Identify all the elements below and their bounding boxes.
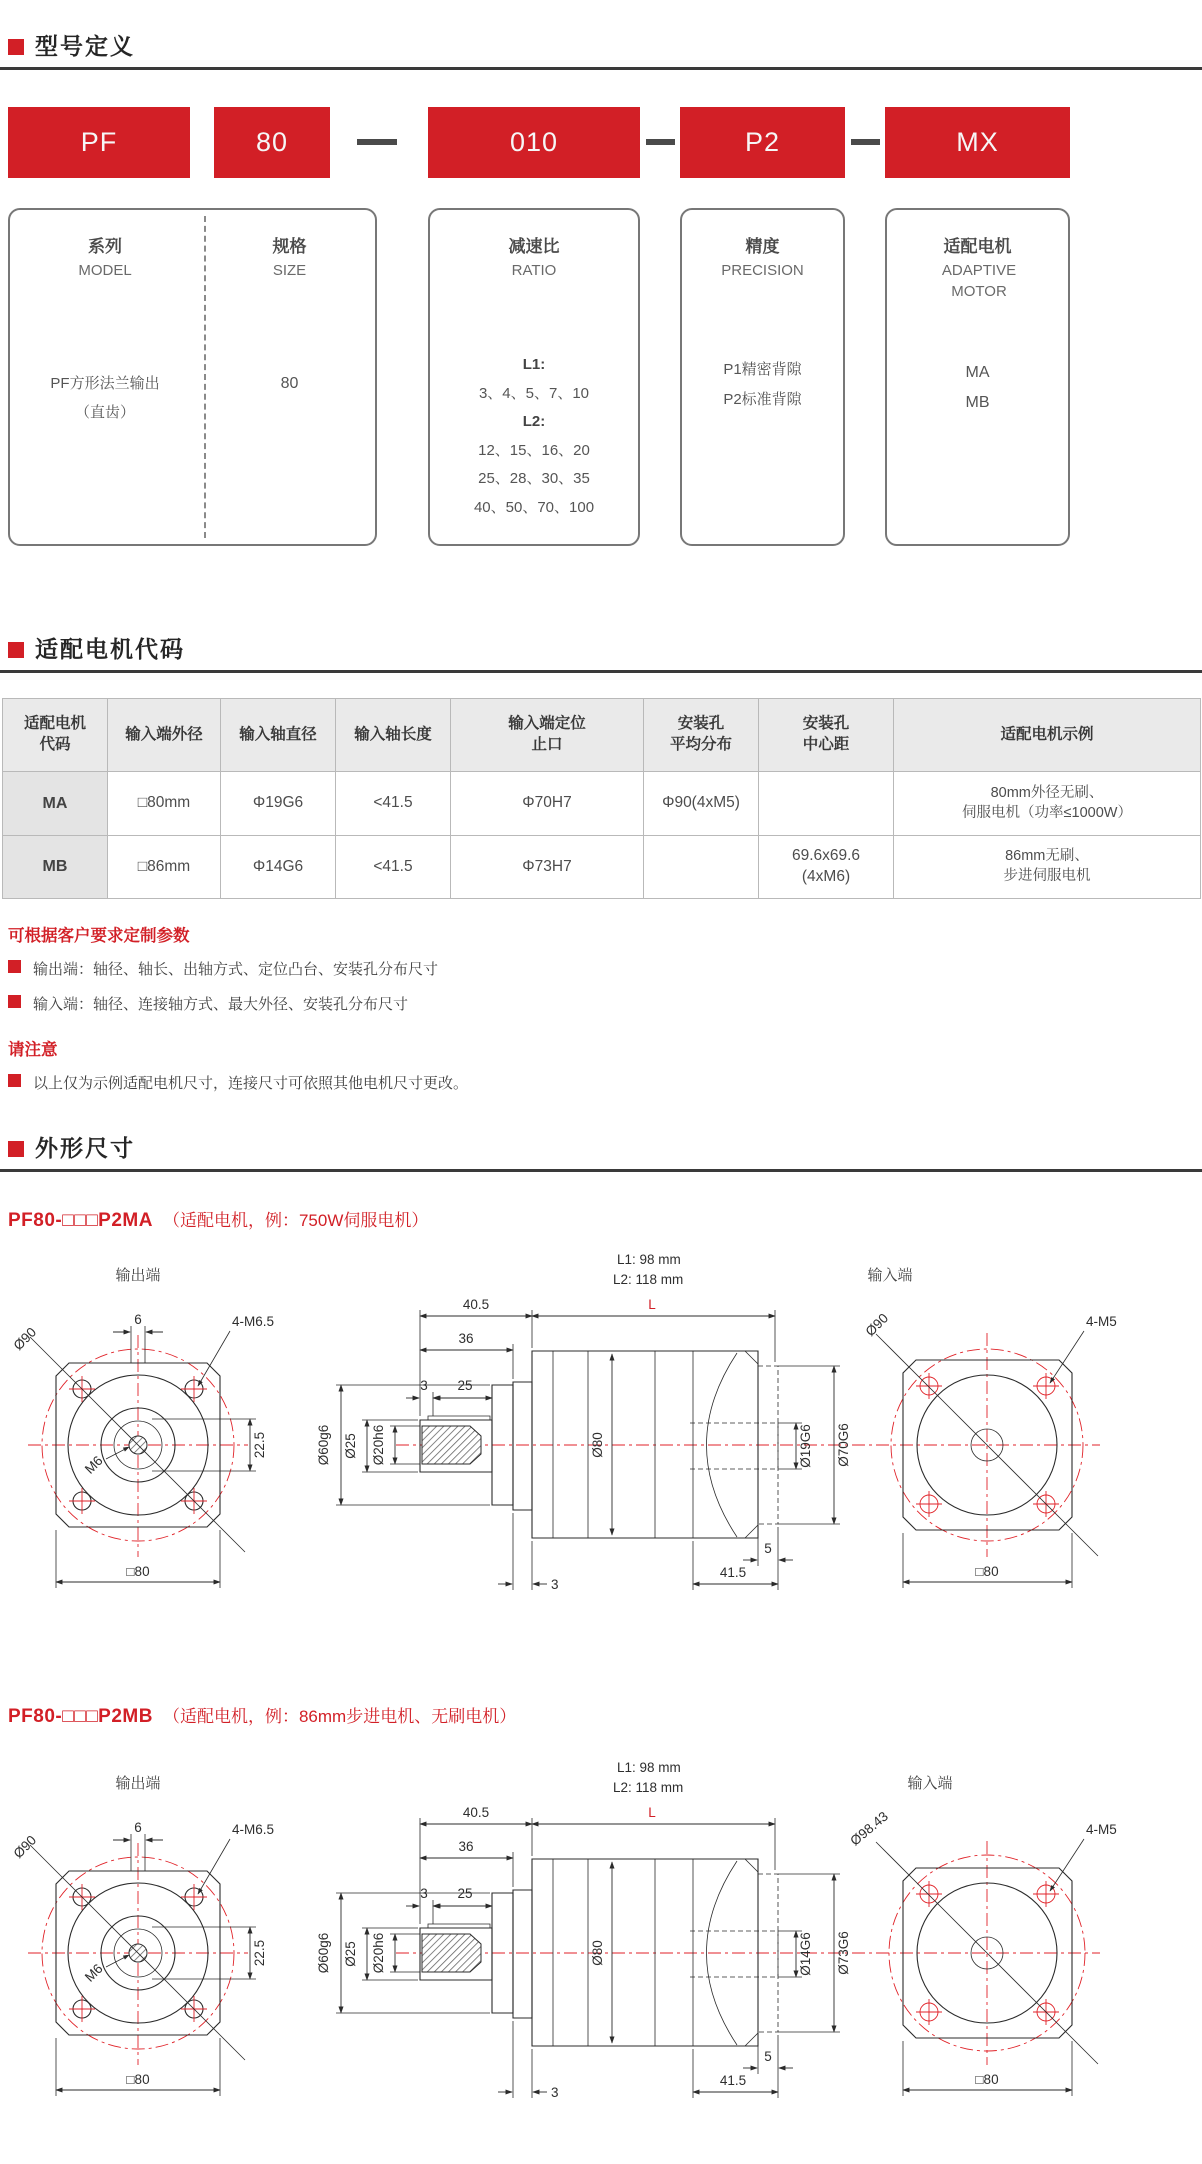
- table-header-cell: [221, 699, 336, 772]
- input-end-flange-view: [862, 1267, 1116, 1588]
- cell-line: □80mm: [137, 794, 191, 812]
- legend-title-en: RATIO: [511, 262, 557, 279]
- section-header-outline: [0, 1128, 1202, 1172]
- table-header-cell: [108, 699, 221, 772]
- table-cell: [759, 772, 894, 836]
- table-header-cell: [644, 699, 759, 772]
- dim-3-bottom: 3: [551, 1577, 559, 1592]
- table-cell-code: [3, 772, 108, 836]
- outline-drawing-ma: [0, 1240, 1202, 1652]
- cell-line: Φ19G6: [252, 794, 304, 812]
- legend-content: [682, 355, 843, 415]
- legend-content: [430, 351, 638, 522]
- cell-line: 80mm外径无刷、: [990, 784, 1104, 801]
- dim-L: L: [648, 1805, 656, 1820]
- table-header-cell: [759, 699, 894, 772]
- legend-title-en: ADAPTIVE MOTOR: [941, 262, 1017, 300]
- dim-3-step: 3: [420, 1378, 428, 1393]
- dia-25-label: Ø25: [343, 1433, 358, 1459]
- dim-25: 25: [457, 1886, 473, 1901]
- legend-title-cn: 规格: [272, 237, 307, 256]
- cell-line: MA: [42, 794, 68, 812]
- drawing-note: （适配电机，例：86mm步进电机、无刷电机）: [162, 1707, 517, 1726]
- drawing-title-ma: [8, 1206, 428, 1232]
- legend-line: 12、15、16、20: [478, 441, 590, 459]
- dia-input-shaft-label: Ø14G6: [798, 1932, 813, 1976]
- dim-3-bottom: 3: [551, 2085, 559, 2100]
- red-square-bullet-icon: [8, 642, 24, 658]
- square-80-label: □80: [975, 1564, 999, 1579]
- bullet-text: 以上仅为示例适配电机尺寸，连接尺寸可依照其他电机尺寸更改。: [33, 1075, 469, 1092]
- tap-hole-label: 4-M6.5: [232, 1822, 275, 1837]
- dim-36: 36: [458, 1331, 474, 1346]
- code-ratio: 010: [509, 127, 559, 157]
- legend-box-motor: [885, 208, 1070, 546]
- cell-line: Φ73H7: [522, 857, 572, 875]
- legend-box-ratio: [428, 208, 640, 546]
- input-end-label: 输入端: [867, 1267, 913, 1284]
- red-square-bullet-icon: [8, 960, 21, 973]
- notice-bullet: [8, 1072, 468, 1093]
- section-view: [316, 1760, 892, 2100]
- dim-22-5: 22.5: [252, 1431, 267, 1459]
- cell-line: 69.6x69.6: [791, 847, 861, 865]
- bullet-text: 输出端：轴径、轴长、出轴方式、定位凸台、安装孔分布尺寸: [33, 961, 439, 978]
- legend-title-en: PRECISION: [721, 262, 804, 279]
- legend-line: PF方形法兰输出: [50, 375, 160, 392]
- table-cell: [336, 836, 451, 899]
- dia-bolt-circle-label: Ø90: [10, 1832, 40, 1862]
- red-square-bullet-icon: [8, 1074, 21, 1087]
- legend-title-en: MODEL: [78, 262, 132, 279]
- legend-content: [10, 370, 200, 427]
- cell-line: (4xM6): [801, 868, 851, 885]
- dim-40-5: 40.5: [462, 1297, 490, 1312]
- code-precision: P2: [744, 127, 781, 157]
- l2-label: L2: 118 mm: [613, 1780, 684, 1795]
- tap-hole-label: 4-M5: [1086, 1822, 1117, 1837]
- table-cell: [894, 772, 1201, 836]
- dim-41-5: 41.5: [719, 2073, 747, 2088]
- drawing-model: PF80-□□□P2MB: [8, 1706, 153, 1727]
- dia-20-label: Ø20h6: [371, 1932, 386, 1974]
- dim-41-5: 41.5: [719, 1565, 747, 1580]
- square-80-label: □80: [126, 2072, 150, 2087]
- header-line: 输入端定位: [508, 715, 586, 733]
- table-header-cell: [336, 699, 451, 772]
- table-cell: [336, 772, 451, 836]
- input-end-label: 输入端: [907, 1775, 953, 1792]
- separator-dash: [851, 139, 880, 145]
- cell-line: Φ90(4xM5): [662, 794, 740, 812]
- legend-line: MA: [965, 364, 990, 381]
- section-view: [316, 1252, 892, 1592]
- code-size: 80: [255, 127, 289, 157]
- notice-title: 请注意: [8, 1041, 58, 1059]
- output-end-flange-view: [10, 1775, 274, 2096]
- table-cell: [894, 836, 1201, 899]
- dim-keyway-width: 6: [134, 1312, 142, 1327]
- cell-line: Φ70H7: [522, 794, 572, 812]
- table-header-cell: [3, 699, 108, 772]
- section-title: 型号定义: [35, 33, 135, 59]
- table-cell: [221, 772, 336, 836]
- custom-params-title: 可根据客户要求定制参数: [8, 927, 190, 945]
- separator-dash: [646, 139, 675, 145]
- dia-25-label: Ø25: [343, 1941, 358, 1967]
- table-cell: [759, 836, 894, 899]
- drawing-note: （适配电机，例：750W伺服电机）: [162, 1211, 429, 1230]
- table-cell: [108, 836, 221, 899]
- output-end-label: 输出端: [115, 1775, 161, 1792]
- table-cell: [221, 836, 336, 899]
- header-line: 安装孔: [677, 715, 725, 733]
- legend-title-cn: 系列: [88, 237, 122, 256]
- dim-36: 36: [458, 1839, 474, 1854]
- section-title: 外形尺寸: [35, 1135, 135, 1161]
- dim-22-5: 22.5: [252, 1939, 267, 1967]
- dim-25: 25: [457, 1378, 473, 1393]
- l2-label: L2: 118 mm: [613, 1272, 684, 1287]
- legend-title-cn: 减速比: [508, 237, 560, 256]
- legend-content: [204, 370, 375, 399]
- dia-60-label: Ø60g6: [316, 1932, 331, 1974]
- dim-40-5: 40.5: [462, 1805, 490, 1820]
- dia-bolt-circle-label: Ø90: [862, 1310, 892, 1340]
- dia-bolt-circle-label: Ø90: [10, 1324, 40, 1354]
- table-cell: [644, 772, 759, 836]
- legend-box-precision: [680, 208, 845, 546]
- input-end-flange-view: [847, 1775, 1116, 2096]
- cell-line: <41.5: [373, 794, 413, 812]
- dim-5: 5: [764, 2049, 772, 2064]
- motor-code-table: [2, 698, 1201, 899]
- tap-hole-label: 4-M6.5: [232, 1314, 275, 1329]
- table-cell-code: [3, 836, 108, 899]
- code-box-motor: [885, 107, 1070, 178]
- cell-line: 86mm无刷、: [1005, 848, 1089, 865]
- custom-bullet: [8, 958, 438, 979]
- outline-drawing-mb: [0, 1748, 1202, 2164]
- red-square-bullet-icon: [8, 39, 24, 55]
- custom-bullet: [8, 993, 408, 1014]
- header-line: 输入轴直径: [239, 725, 317, 743]
- legend-title-cn: 适配电机: [943, 237, 1012, 256]
- l1-label: L1: 98 mm: [617, 1760, 681, 1775]
- legend-line: 80: [280, 375, 299, 392]
- square-80-label: □80: [975, 2072, 999, 2087]
- cell-line: <41.5: [373, 857, 413, 875]
- legend-title-en: SIZE: [272, 262, 307, 279]
- legend-line: 25、28、30、35: [478, 470, 590, 487]
- dia-body-label: Ø80: [590, 1432, 605, 1458]
- legend-line: 3、4、5、7、10: [478, 384, 590, 402]
- legend-line: L1:: [522, 356, 546, 373]
- legend-line: P2标准背隙: [723, 391, 802, 408]
- dia-body-label: Ø80: [590, 1940, 605, 1966]
- header-line: 安装孔: [802, 715, 850, 733]
- table-cell: [451, 836, 644, 899]
- dia-20-label: Ø20h6: [371, 1424, 386, 1466]
- dia-input-pilot-label: Ø70G6: [836, 1423, 851, 1467]
- legend-line: 40、50、70、100: [473, 498, 595, 516]
- header-line: 代码: [39, 736, 71, 753]
- output-end-flange-view: [10, 1267, 274, 1588]
- cell-line: Φ14G6: [252, 857, 304, 875]
- center-tap-label: M6: [81, 1960, 106, 1985]
- cell-line: □86mm: [137, 857, 191, 875]
- header-line: 输入轴长度: [354, 725, 432, 743]
- dia-input-pilot-label: Ø73G6: [836, 1931, 851, 1975]
- legend-line: MB: [965, 394, 990, 411]
- dim-3-step: 3: [420, 1886, 428, 1901]
- code-box-ratio: [428, 107, 640, 178]
- l1-label: L1: 98 mm: [617, 1252, 681, 1267]
- section-header-motor-code: [0, 630, 1202, 673]
- header-line: 中心距: [802, 736, 850, 753]
- section-title: 适配电机代码: [35, 636, 185, 662]
- dia-60-label: Ø60g6: [316, 1424, 331, 1466]
- drawing-model: PF80-□□□P2MA: [8, 1210, 153, 1231]
- cell-line: MB: [42, 858, 68, 876]
- dia-bolt-circle-label: Ø98.43: [847, 1808, 891, 1849]
- center-tap-label: M6: [81, 1452, 106, 1477]
- dim-keyway-width: 6: [134, 1820, 142, 1835]
- drawing-title-mb: [8, 1702, 516, 1728]
- legend-content: [887, 358, 1068, 418]
- code-box-size: [214, 107, 330, 178]
- code-motor: MX: [956, 127, 999, 157]
- dim-5: 5: [764, 1541, 772, 1556]
- legend-line: L2:: [522, 413, 546, 430]
- table-header-cell: [451, 699, 644, 772]
- red-square-bullet-icon: [8, 1141, 24, 1157]
- header-line: 平均分布: [669, 736, 732, 753]
- bullet-text: 输入端：轴径、连接轴方式、最大外径、安装孔分布尺寸: [33, 996, 409, 1013]
- cell-line: 步进伺服电机: [1003, 868, 1091, 884]
- code-series: PF: [80, 127, 118, 157]
- code-box-precision: [680, 107, 845, 178]
- legend-line: P1精密背隙: [723, 361, 802, 378]
- legend-title-cn: 精度: [745, 237, 780, 256]
- legend-line: （直齿）: [74, 403, 135, 421]
- table-cell: [644, 836, 759, 899]
- dim-L: L: [648, 1297, 656, 1312]
- tap-hole-label: 4-M5: [1086, 1314, 1117, 1329]
- table-cell: [108, 772, 221, 836]
- header-line: 适配电机示例: [1000, 725, 1094, 743]
- legend-box-model-size: [8, 208, 377, 546]
- separator-dash: [357, 139, 397, 145]
- section-header-model-definition: [0, 28, 1202, 70]
- output-end-label: 输出端: [115, 1267, 161, 1284]
- square-80-label: □80: [126, 1564, 150, 1579]
- dia-input-shaft-label: Ø19G6: [798, 1424, 813, 1468]
- header-line: 输入端外径: [125, 725, 203, 743]
- code-box-series: [8, 107, 190, 178]
- header-line: 止口: [531, 736, 563, 753]
- red-square-bullet-icon: [8, 995, 21, 1008]
- header-line: 适配电机: [23, 715, 86, 733]
- table-cell: [451, 772, 644, 836]
- cell-line: 伺服电机（功率≤1000W）: [962, 804, 1132, 821]
- table-header-cell: [894, 699, 1201, 772]
